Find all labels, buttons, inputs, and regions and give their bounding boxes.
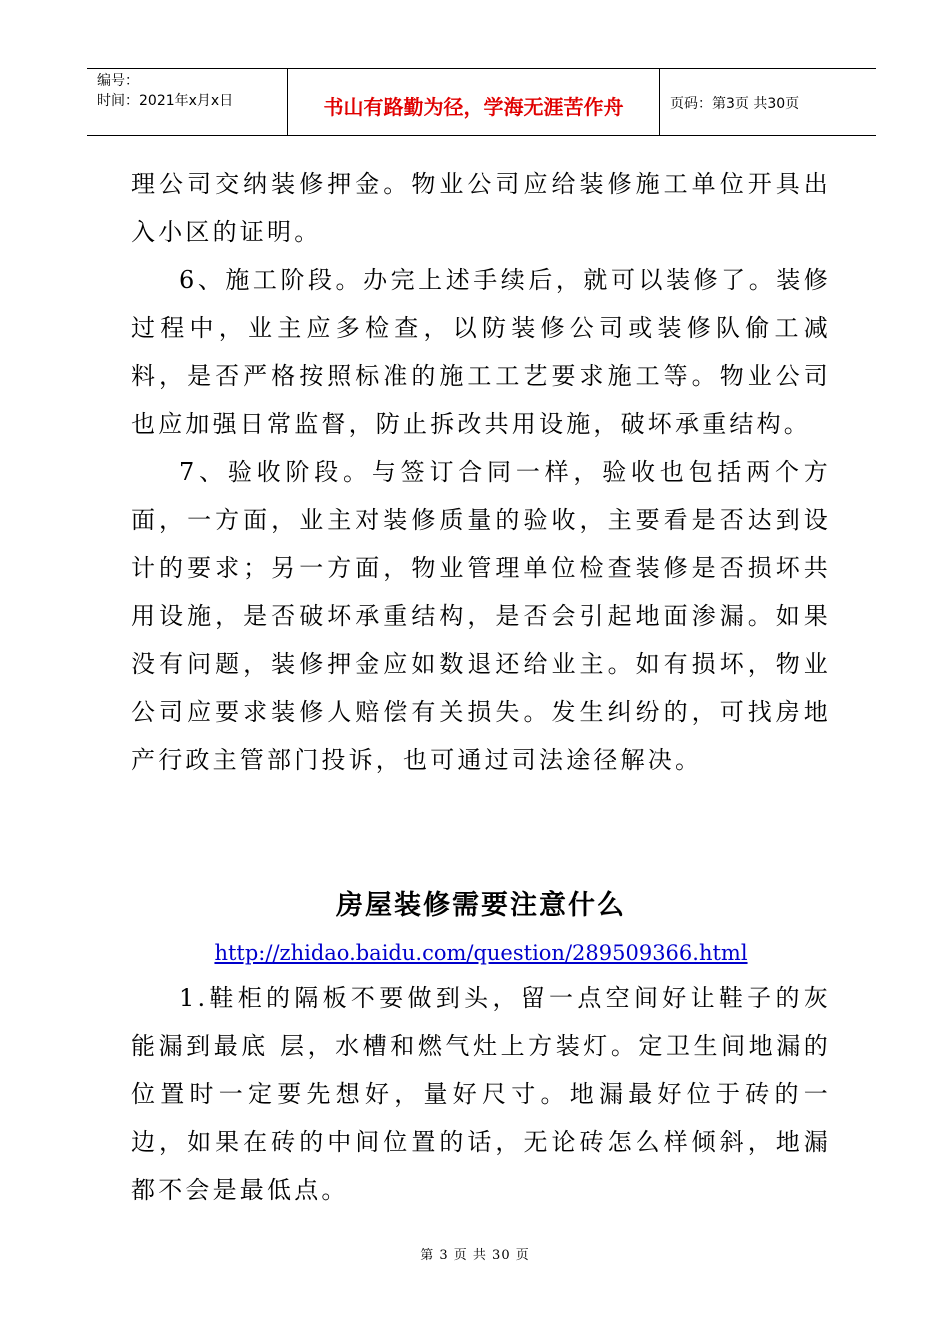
- paragraph-3: 7、验收阶段。与签订合同一样，验收也包括两个方面，一方面，业主对装修质量的验收，主要看是否达到设计的要求；另一方面，物业管理单位检查装修是否损坏共用设施，是否破坏承重结构，是否会引起地面渗漏。如果没有问题，装修押金应如数退还给业主。如有损坏，物业公司应要求装修人赔偿有关损失。发生纠纷的，可找房地产行政主管部门投诉，也可通过司法途径解决。: [131, 458, 831, 774]
- code-label: 编号：: [97, 73, 139, 89]
- time-label: 时间：2021年x月x日: [97, 93, 234, 109]
- document-body: [131, 160, 831, 1214]
- page-header: [87, 68, 876, 136]
- section-gap: [131, 784, 831, 880]
- source-link-line: [131, 932, 831, 974]
- section-title: 房屋装修需要注意什么: [336, 890, 626, 921]
- paragraph-2: 6、施工阶段。办完上述手续后，就可以装修了。装修过程中，业主应多检查，以防装修公司或装修队偷工减料，是否严格按照标准的施工工艺要求施工等。物业公司也应加强日常监督，防止拆改共用设施，破坏承重结构。: [131, 266, 831, 438]
- page-footer: 第 3 页 共 30 页: [420, 1248, 530, 1263]
- paragraph-4: 1.鞋柜的隔板不要做到头，留一点空间好让鞋子的灰能漏到最底 层，水槽和燃气灶上方装灯。定卫生间地漏的位置时一定要先想好，量好尺寸。地漏最好位于砖的一边，如果在砖的中间位置的话，无论砖怎么样倾斜，地漏都不会是最低点。: [131, 984, 831, 1204]
- header-motto: 书山有路勤为径，学海无涯苦作舟: [287, 69, 660, 135]
- header-page-info: 页码：第3页 共30页: [670, 96, 800, 112]
- paragraph-1: 理公司交纳装修押金。物业公司应给装修施工单位开具出入小区的证明。: [131, 170, 831, 246]
- source-link[interactable]: http://zhidao.baidu.com/question/289509366.html: [214, 941, 748, 965]
- header-meta: [87, 69, 287, 135]
